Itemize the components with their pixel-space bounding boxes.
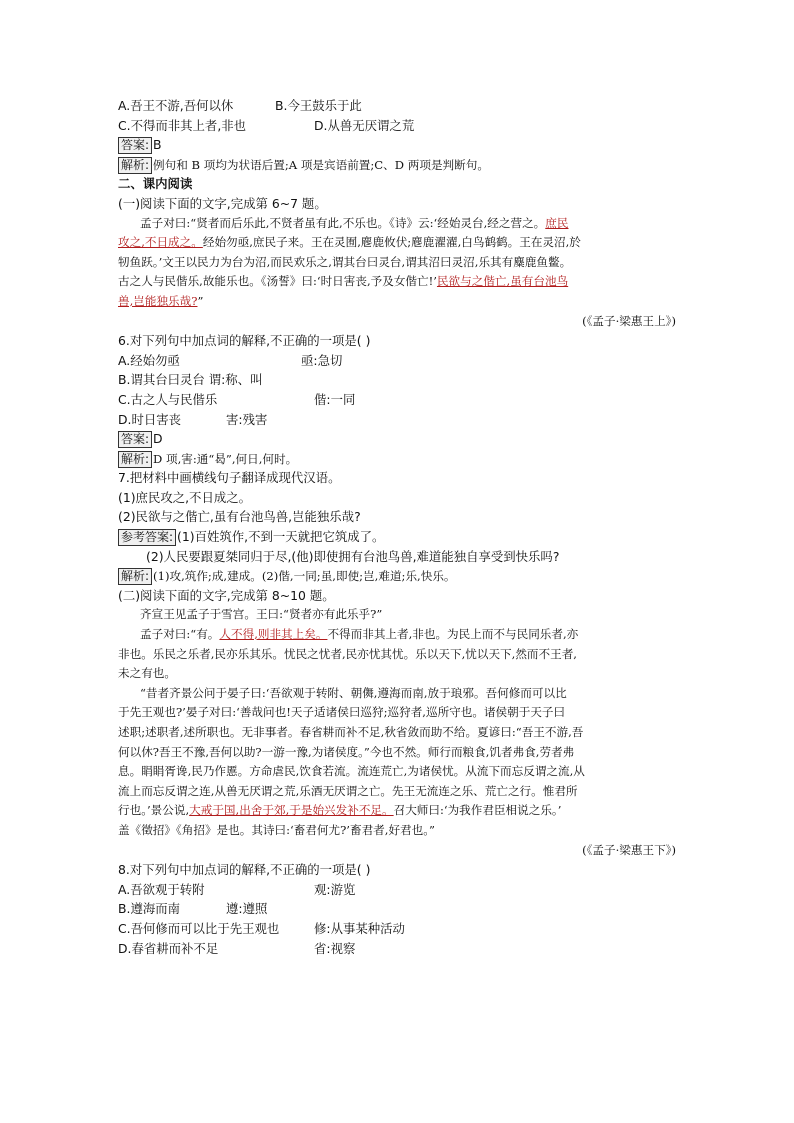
- analysis-label: 解析:: [118, 451, 152, 468]
- q7-stem: 7.把材料中画横线句子翻译成现代汉语。: [118, 470, 341, 486]
- underlined-sentence: 民欲与之偕亡,虽有台池鸟: [436, 274, 569, 289]
- option-text: A.吾欲观于转附: [118, 881, 205, 897]
- underlined-sentence: 庶民: [545, 215, 569, 230]
- analysis-label: 解析:: [118, 568, 152, 585]
- q5-option-a: A.吾王不游,吾何以休: [118, 98, 234, 113]
- passage2-line: 息。睊睊胥谗,民乃作慝。方命虐民,饮食若流。流连荒亡,为诸侯忧。从流下而忘反谓之流,从: [118, 764, 585, 779]
- analysis-text: (1)攻,筑作;成,建成。(2)偕,一同;虽,即使;岂,难道;乐,快乐。: [153, 569, 456, 584]
- passage2-line: 述职;述职者,述所职也。无非事者。春省耕而补不足,秋省敛而助不给。夏谚曰:“吾王不游,吾: [118, 725, 584, 739]
- passage2-line: 非也。乐民之乐者,民亦乐其乐。忧民之忧者,民亦忧其忧。乐以天下,忧以天下,然而不王者,: [118, 646, 577, 661]
- option-explanation: 偕:一同: [314, 391, 356, 407]
- q8-option-b: [118, 899, 678, 919]
- answer-label: 参考答案:: [118, 529, 176, 546]
- passage-1: [118, 214, 678, 234]
- passage2-line: [118, 801, 678, 821]
- document-page: [118, 96, 678, 958]
- option-explanation: 害:残害: [226, 411, 268, 427]
- q8-option-a: [118, 880, 678, 900]
- passage2-line: 于先王观也?’晏子对曰:‘善哉问也!天子适诸侯曰巡狩;巡狩者,巡所守也。诸侯朝于天子曰: [118, 705, 566, 720]
- option-text: D.时日害丧: [118, 411, 182, 427]
- passage1-line: [118, 272, 678, 292]
- option-text: B.遵海而南: [118, 901, 181, 917]
- option-explanation: 遵:遵照: [226, 901, 268, 917]
- passage2-line: 何以休?吾王不豫,吾何以助?一游一豫,为诸侯度。”今也不然。师行而粮食,饥者弗食,劳者弗: [118, 744, 575, 759]
- answer-label: 答案:: [118, 137, 152, 154]
- passage-text: 经始勿亟,庶民子来。王在灵囿,麀鹿攸伏;麀鹿濯濯,白鸟鹤鹤。王在灵沼,於: [202, 235, 581, 250]
- q6-option-c: [118, 390, 678, 410]
- passage2-line: 齐宣王见孟子于雪宫。王曰:“贤者亦有此乐乎?”: [140, 607, 383, 622]
- passage-text: 孟子对曰:“有。: [140, 627, 220, 642]
- underlined-sentence: 兽,岂能独乐哉?: [118, 293, 198, 308]
- q7-answer-2: (2)人民要跟夏桀同归于尽,(他)即使拥有台池鸟兽,难道能独自享受到快乐吗?: [146, 548, 560, 564]
- option-explanation: 省:视察: [314, 940, 356, 956]
- analysis-text: D 项,害:通“曷”,何日,何时。: [153, 451, 298, 466]
- passage-text: 古之人与民偕乐,故能乐也。《汤誓》曰:‘时日害丧,予及女偕亡!’: [118, 274, 437, 289]
- q6-answer: [118, 429, 678, 449]
- analysis-text: 例句和 B 项均为状语后置;A 项是宾语前置;C、D 两项是判断句。: [153, 157, 489, 172]
- reading2-intro: (二)阅读下面的文字,完成第 8~10 题。: [118, 587, 335, 603]
- q5-option-d: D.从兽无厌谓之荒: [314, 117, 415, 133]
- passage1-line: [118, 233, 678, 253]
- passage1-line: 牣鱼跃。’文王以民力为台为沼,而民欢乐之,谓其台曰灵台,谓其沼曰灵沼,乐其有麋鹿鱼鳖。: [118, 254, 572, 269]
- q5-option-c: C.不得而非其上者,非也: [118, 117, 247, 133]
- passage2-line: 未之有也。: [118, 666, 176, 681]
- passage1-line: [118, 292, 678, 312]
- q5-option-b: B.今王鼓乐于此: [275, 98, 362, 113]
- answer-text: (1)百姓筑作,不到一天就把它筑成了。: [177, 529, 385, 545]
- q6-stem: 6.对下列句中加点词的解释,不正确的一项是( ): [118, 333, 371, 349]
- q8-stem: 8.对下列句中加点词的解释,不正确的一项是( ): [118, 862, 371, 878]
- option-text: C.古之人与民偕乐: [118, 391, 218, 407]
- passage1-line: [140, 214, 678, 234]
- passage-1-cont: [118, 233, 678, 311]
- passage2-line: [118, 625, 678, 645]
- reading1-intro: (一)阅读下面的文字,完成第 6~7 题。: [118, 195, 327, 211]
- underlined-sentence: 大戒于国,出舍于郊,于是始兴发补不足。: [189, 803, 394, 818]
- q8-option-d: [118, 939, 678, 959]
- option-text: A.经始勿亟: [118, 352, 180, 368]
- q7-sentence-2: (2)民欲与之偕亡,虽有台池鸟兽,岂能独乐哉?: [118, 509, 361, 525]
- q7-sentence-1: (1)庶民攻之,不日成之。: [118, 489, 252, 505]
- q5-options-row-2: [118, 116, 678, 136]
- source-citation-2: (《孟子·梁惠王下》): [582, 842, 676, 857]
- passage-text: 行也。’景公说,: [118, 803, 190, 818]
- q7-analysis: [118, 566, 678, 586]
- q5-analysis: [118, 155, 678, 175]
- q7-answer: [118, 527, 678, 547]
- analysis-label: 解析:: [118, 157, 152, 174]
- passage-text: 孟子对曰:“贤者而后乐此,不贤者虽有此,不乐也。《诗》云:‘经始灵台,经之营之。: [140, 215, 546, 230]
- passage-2: [118, 605, 678, 840]
- q6-option-b: B.谓其台曰灵台 谓:称、叫: [118, 372, 263, 388]
- q6-option-d: [118, 410, 678, 430]
- q5-options-row-1: [118, 96, 678, 116]
- passage2-line: 流上而忘反谓之连,从兽无厌谓之荒,乐酒无厌谓之亡。先王无流连之乐、荒亡之行。惟君所: [118, 783, 578, 798]
- passage-text: 召大师曰:‘为我作君臣相说之乐。’: [393, 803, 562, 818]
- q6-analysis: [118, 449, 678, 469]
- q8-option-c: [118, 919, 678, 939]
- q5-answer: [118, 135, 678, 155]
- q6-option-a: [118, 351, 678, 371]
- underlined-sentence: 攻之,不日成之。: [118, 235, 203, 250]
- passage-text: ”: [197, 293, 204, 308]
- answer-value: D: [153, 431, 163, 447]
- section-title: 二、课内阅读: [118, 176, 193, 192]
- option-text: D.春省耕而补不足: [118, 940, 219, 956]
- answer-value: B: [153, 137, 162, 153]
- passage-text: 不得而非其上者,非也。为民上而不与民同乐者,亦: [327, 627, 579, 642]
- underlined-sentence: 人不得,则非其上矣。: [219, 627, 328, 642]
- option-explanation: 亟:急切: [301, 352, 343, 368]
- source-citation-1: (《孟子·梁惠王上》): [582, 313, 676, 328]
- passage2-line: “昔者齐景公问于晏子曰:‘吾欲观于转附、朝儛,遵海而南,放于琅邪。吾何修而可以比: [140, 685, 567, 700]
- option-text: C.吾何修而可以比于先王观也: [118, 920, 280, 936]
- option-explanation: 修:从事某种活动: [314, 920, 405, 936]
- answer-label: 答案:: [118, 431, 152, 448]
- passage2-line: 盖《徵招》《角招》是也。其诗曰:‘畜君何尤?’畜君者,好君也。”: [118, 822, 435, 837]
- option-explanation: 观:游览: [314, 881, 356, 897]
